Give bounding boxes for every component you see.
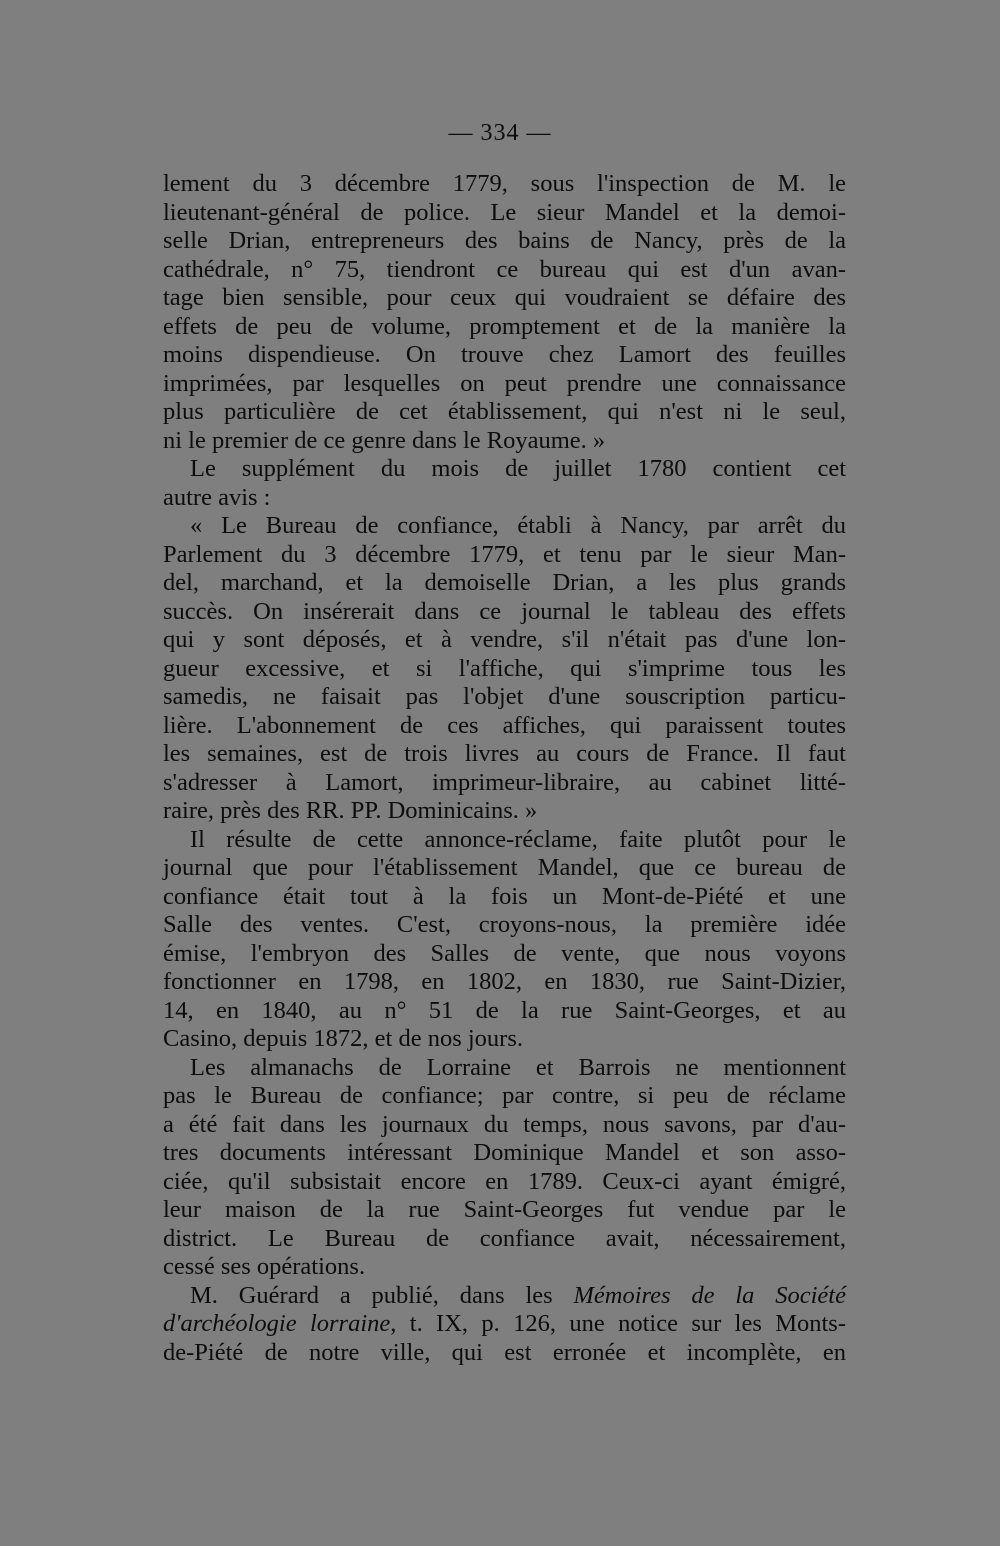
text-line: lieutenant-général de police. Le sieur Mandel et la demoi- [163,198,846,226]
text-line: district. Le Bureau de confiance avait, nécessairement, [163,1224,846,1252]
text-line: tage bien sensible, pour ceux qui voudraient se défaire des [163,284,846,311]
page-number: — 334 — [448,120,552,146]
text-line: lière. L'abonnement de ces affiches, qui paraissent toutes [163,711,846,739]
text-line: cessé ses opérations. [163,1253,366,1280]
text-line: Parlement du 3 décembre 1779, et tenu par le sieur Man- [163,540,846,568]
text-line: del, marchand, et la demoiselle Drian, a les plus grands [163,569,846,596]
text-line: leur maison de la rue Saint-Georges fut vendue par le [163,1196,846,1223]
text-line: cathédrale, n° 75, tiendront ce bureau qui est d'un avan- [163,255,846,283]
text-line: fonctionner en 1798, en 1802, en 1830, rue Saint-Dizier, [163,968,846,995]
text-line: imprimées, par lesquelles on peut prendre une connaissance [163,369,846,397]
text-line [163,1282,846,1311]
text-line: de-Piété de notre ville, qui est erronée et incomplète, en [163,1338,846,1366]
text-line: émise, l'embryon des Salles de vente, que nous voyons [163,939,846,967]
text-line: confiance était tout à la fois un Mont-de-Piété et une [163,882,846,910]
text-line: moins dispendieuse. On trouve chez Lamort des feuilles [163,341,846,368]
text-line: 14, en 1840, au n° 51 de la rue Saint-Georges, et au [163,996,846,1024]
text-line: pas le Bureau de confiance; par contre, si peu de réclame [163,1082,846,1109]
text-line: selle Drian, entrepreneurs des bains de Nancy, près de la [163,227,846,254]
text-line: journal que pour l'établissement Mandel, que ce bureau de [163,854,846,881]
text-line: Casino, depuis 1872, et de nos jours. [163,1025,523,1052]
text-line: effets de peu de volume, promptement et de la manière la [163,312,846,340]
text-line: autre avis : [163,483,271,511]
text-line: plus particulière de cet établissement, qui n'est ni le seul, [163,398,846,425]
text-line: ni le premier de ce genre dans le Royaume. » [163,426,606,454]
italic-text: Mémoires de la Société [573,1281,846,1309]
text-line: qui y sont déposés, et à vendre, s'il n'était pas d'une lon- [163,626,846,653]
body-text [163,170,846,1367]
text-line: succès. On insérerait dans ce journal le tableau des effets [163,597,846,625]
text-line: Le supplément du mois de juillet 1780 contient cet [190,455,846,482]
text-segment: M. Guérard a publié, dans les [190,1281,574,1309]
text-line: « Le Bureau de confiance, établi à Nancy, par arrêt du [190,512,846,539]
text-line: Il résulte de cette annonce-réclame, faite plutôt pour le [190,825,846,853]
text-line: s'adresser à Lamort, imprimeur-libraire, au cabinet litté- [163,768,846,796]
text-line: samedis, ne faisait pas l'objet d'une souscription particu- [163,683,846,710]
text-line: Les almanachs de Lorraine et Barrois ne mentionnent [190,1053,846,1081]
text-line: Salle des ventes. C'est, croyons-nous, la première idée [163,911,846,938]
text-line: ciée, qu'il subsistait encore en 1789. Ceux-ci ayant émigré, [163,1167,846,1195]
text-line: a été fait dans les journaux du temps, nous savons, par d'au- [163,1110,846,1138]
text-line [163,1310,846,1339]
text-line: raire, près des RR. PP. Dominicains. » [163,797,538,824]
text-line: gueur excessive, et si l'affiche, qui s'imprime tous les [163,654,846,682]
text-line: lement du 3 décembre 1779, sous l'inspection de M. le [163,170,846,197]
text-segment: , t. IX, p. 126, une notice sur les Monts- [390,1310,846,1337]
text-line: les semaines, est de trois livres au cours de France. Il faut [163,740,846,767]
text-line: tres documents intéressant Dominique Mandel et son asso- [163,1139,846,1166]
italic-text: d'archéologie lorraine [163,1310,391,1337]
